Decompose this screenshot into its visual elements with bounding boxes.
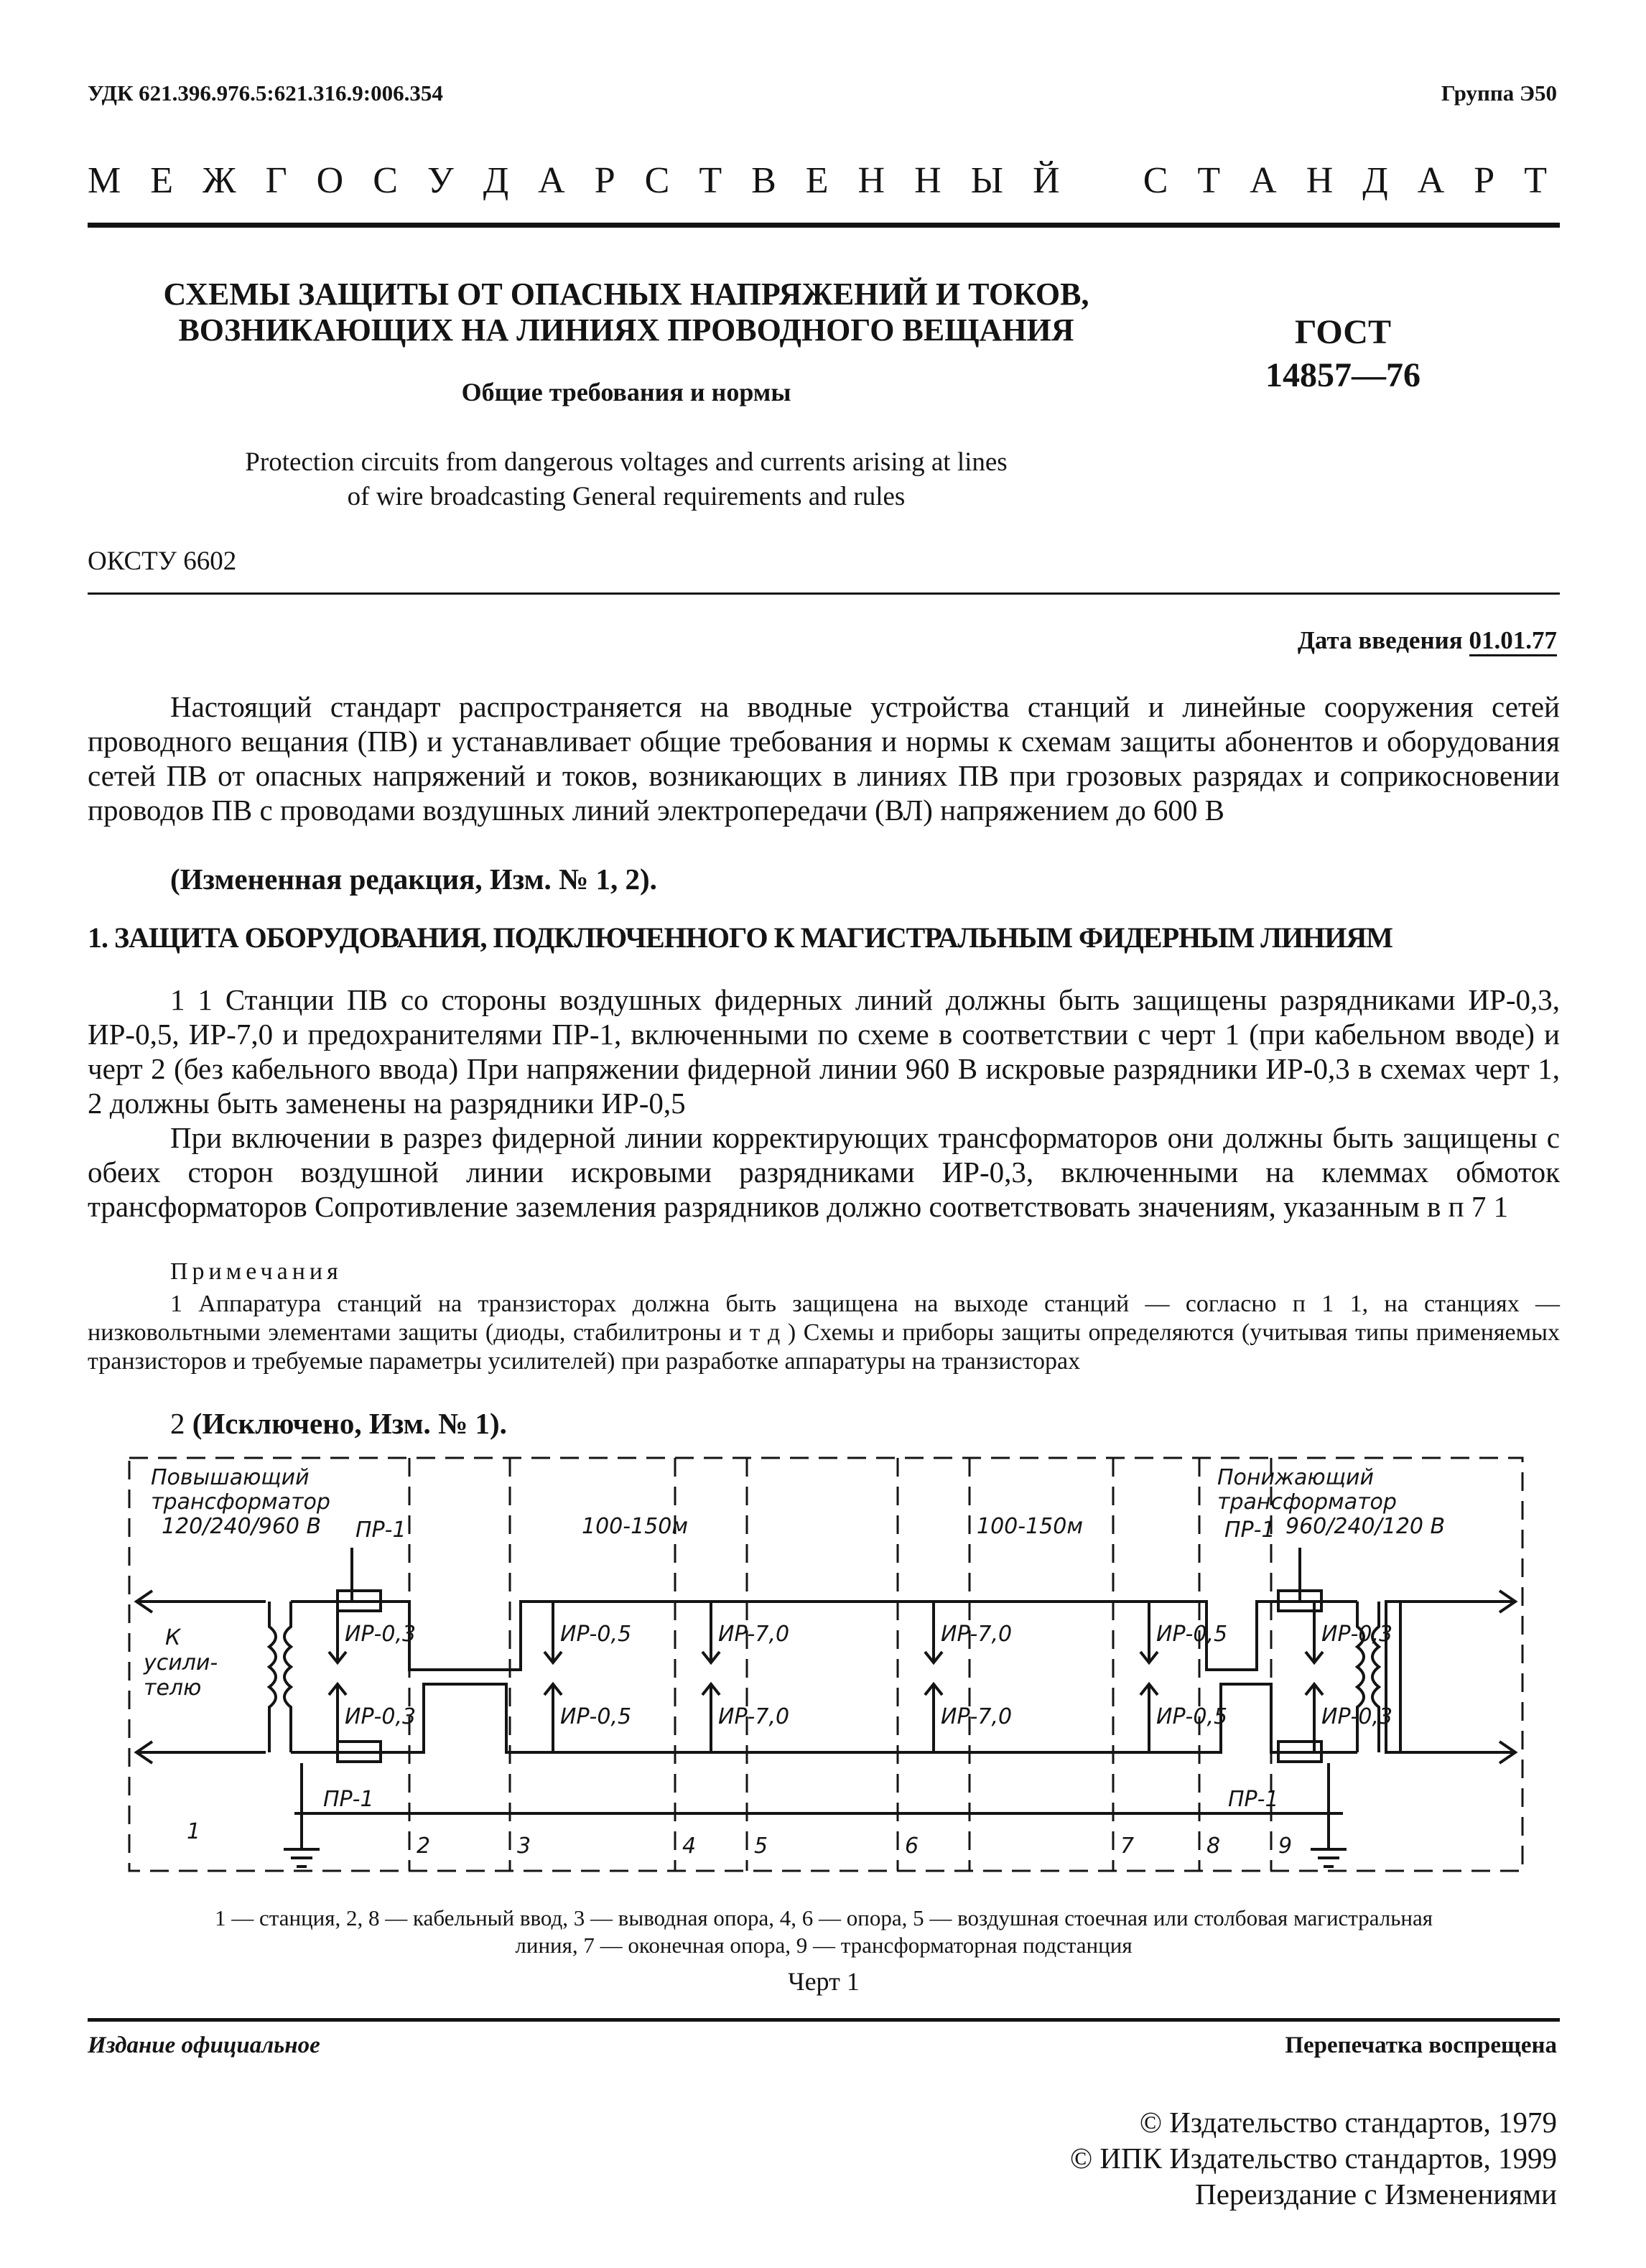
note-2-number: 2 xyxy=(170,1407,185,1440)
footer-rule xyxy=(88,2018,1560,2022)
reissue-note: Переиздание с Изменениями xyxy=(1195,2178,1557,2211)
figure-legend xyxy=(88,1905,1560,1959)
copyright-block xyxy=(1070,2104,1557,2212)
doc-title-english xyxy=(88,445,1165,514)
figure-caption: Черт 1 xyxy=(788,1967,860,1996)
arrester-label-ir03-bottom-right: ИР-0,3 xyxy=(1321,1704,1393,1729)
section1-paragraph2: При включении в разрез фидерной линии корректирующих трансформаторов они должны быть защищены с обеих сторон воздушной линии искровыми разрядниками ИР-0,3, включенными на клеммах обмоток трансформаторов Сопротивление заземления разрядников должно соответствовать значениям, указанным в п 7 1 xyxy=(88,1121,1560,1223)
notes-title: Примечания xyxy=(170,1258,343,1285)
intro-date: 01.01.77 xyxy=(1469,626,1558,656)
figure-legend-line2: линия, 7 — оконечная опора, 9 — трансформаторная подстанция xyxy=(515,1933,1133,1958)
fuse-label-top-left: ПР-1 xyxy=(355,1518,406,1543)
reprint-prohibited: Перепечатка воспрещена xyxy=(1285,2032,1557,2058)
arrester-label-ir70-bottom-left: ИР-7,0 xyxy=(718,1704,790,1729)
figure-legend-line1: 1 — станция, 2, 8 — кабельный ввод, 3 — выводная опора, 4, 6 — опора, 5 — воздушная стоечная или столбовая магистральная xyxy=(215,1905,1433,1930)
zone-number-9: 9 xyxy=(1278,1834,1293,1859)
doc-subtitle: Общие требования и нормы xyxy=(461,378,791,406)
step-up-label-2: трансформатор xyxy=(151,1489,330,1515)
arrester-label-ir03-top-left: ИР-0,3 xyxy=(345,1622,417,1647)
zone-number-7: 7 xyxy=(1120,1834,1135,1859)
note-2 xyxy=(170,1406,507,1441)
step-up-label-3: 120/240/960 В xyxy=(162,1514,322,1539)
intro-date-label: Дата введения xyxy=(1297,626,1463,654)
step-down-label-2: трансформатор xyxy=(1217,1489,1397,1515)
arrester-label-ir70-bottom-right: ИР-7,0 xyxy=(941,1704,1013,1729)
section1-title: 1. ЗАЩИТА ОБОРУДОВАНИЯ, ПОДКЛЮЧЕННОГО К МАГИСТРАЛЬНЫМ ФИДЕРНЫМ ЛИНИЯМ xyxy=(88,921,1392,954)
fuse-label-bottom-left: ПР-1 xyxy=(323,1787,374,1812)
copyright-1979: © Издательство стандартов, 1979 xyxy=(1139,2106,1557,2139)
ground-bus xyxy=(284,1763,1347,1867)
arrester-label-ir70-top-left: ИР-7,0 xyxy=(718,1622,790,1647)
arrester-label-ir70-top-right: ИР-7,0 xyxy=(941,1622,1013,1647)
fuses xyxy=(338,1591,1321,1762)
english-line2: of wire broadcasting General requirements and rules xyxy=(347,482,906,511)
span-label-right: 100-150м xyxy=(977,1514,1083,1539)
gost-number: 14857—76 xyxy=(1265,356,1421,394)
step-up-transformer-symbol xyxy=(269,1602,291,1752)
group-code: Группа Э50 xyxy=(1441,80,1557,106)
copyright-1999: © ИПК Издательство стандартов, 1999 xyxy=(1069,2142,1557,2175)
to-amplifier-label-1: К xyxy=(165,1625,181,1650)
banner-rule xyxy=(88,223,1560,228)
okstu-code: ОКСТУ 6602 xyxy=(88,547,237,576)
gost-label: ГОСТ xyxy=(1295,313,1391,351)
zone-number-3: 3 xyxy=(517,1834,531,1859)
zone-dividers xyxy=(409,1458,1271,1871)
intro-paragraph: Настоящий стандарт распространяется на вводные устройства станций и линейные сооружения сетей проводного вещания (ПВ) и устанавливает общие требования и нормы к схемам защиты абонентов и оборудования сетей ПВ от опасных напряжений и токов, возникающих в линиях ПВ при грозовых разрядах и соприкосновении проводов ПВ с проводами воздушных линий электропередачи (ВЛ) напряжением до 600 В xyxy=(88,690,1560,827)
span-label-left: 100-150м xyxy=(582,1514,688,1539)
note-2-text: (Исключено, Изм. № 1). xyxy=(192,1407,507,1440)
doc-title-line1: СХЕМЫ ЗАЩИТЫ ОТ ОПАСНЫХ НАПРЯЖЕНИЙ И ТОКОВ, xyxy=(163,276,1089,312)
arrester-label-ir05-bottom-left: ИР-0,5 xyxy=(560,1704,632,1729)
zone-number-1: 1 xyxy=(187,1819,201,1844)
fuse-label-top-right: ПР-1 xyxy=(1224,1518,1275,1543)
arrester-label-ir03-bottom-left: ИР-0,3 xyxy=(345,1704,417,1729)
note-1: 1 Аппаратура станций на транзисторах должна быть защищена на выходе станций — согласно п 1 1, на станциях — низковольтными элементами защиты (диоды, стабилитроны и т д ) Схемы и приборы защиты определяются (учитывая типы применяемых транзисторов и требуемые параметры усилителей) при разработке аппаратуры на транзисторах xyxy=(88,1291,1560,1375)
banner-left: М Е Ж Г О С У Д А Р С Т В Е Н Н Ы Й xyxy=(88,160,1070,201)
arrester-label-ir05-bottom-right: ИР-0,5 xyxy=(1156,1704,1228,1729)
intro-amendment: (Измененная редакция, Изм. № 1, 2). xyxy=(170,863,657,896)
section1-paragraph1: 1 1 Станции ПВ со стороны воздушных фидерных линий должны быть защищены разрядниками ИР-0,3, ИР-0,5, ИР-7,0 и предохранителями ПР-1, включенными по схеме в соответствии с черт 1 (при кабельном вводе) и черт 2 (без кабельного ввода) При напряжении фидерной линии 960 В искровые разрядники ИР-0,3 в схемах черт 1, 2 должны быть заменены на разрядники ИР-0,5 xyxy=(88,983,1560,1120)
to-amplifier-label-2: усили- xyxy=(144,1650,218,1676)
output-arrows xyxy=(1386,1591,1515,1763)
official-edition: Издание официальное xyxy=(88,2032,320,2058)
zone-number-5: 5 xyxy=(754,1834,768,1859)
arrester-label-ir03-top-right: ИР-0,3 xyxy=(1321,1622,1393,1647)
udk-code: УДК 621.396.976.5:621.316.9:006.354 xyxy=(88,80,443,106)
title-rule xyxy=(88,592,1560,595)
intro-date-line xyxy=(1298,626,1557,655)
zone-number-8: 8 xyxy=(1206,1834,1221,1859)
fuse-label-bottom-right: ПР-1 xyxy=(1228,1787,1279,1812)
zone-number-2: 2 xyxy=(417,1834,431,1859)
step-down-label-1: Понижающий xyxy=(1217,1465,1374,1490)
doc-title xyxy=(88,276,1165,348)
circuit-diagram xyxy=(108,1447,1544,1892)
zone-number-4: 4 xyxy=(682,1834,697,1859)
arrester-label-ir05-top-left: ИР-0,5 xyxy=(560,1622,632,1647)
doc-title-line2: ВОЗНИКАЮЩИХ НА ЛИНИЯХ ПРОВОДНОГО ВЕЩАНИЯ xyxy=(178,312,1074,348)
english-line1: Protection circuits from dangerous voltages and currents arising at lines xyxy=(245,447,1008,477)
to-amplifier-label-3: телю xyxy=(144,1676,202,1701)
zone-number-6: 6 xyxy=(905,1834,919,1859)
arrester-label-ir05-top-right: ИР-0,5 xyxy=(1156,1622,1228,1647)
step-down-label-3: 960/240/120 В xyxy=(1285,1514,1446,1539)
banner-right: С Т А Н Д А Р Т xyxy=(1143,160,1557,201)
step-up-label-1: Повышающий xyxy=(151,1465,310,1490)
